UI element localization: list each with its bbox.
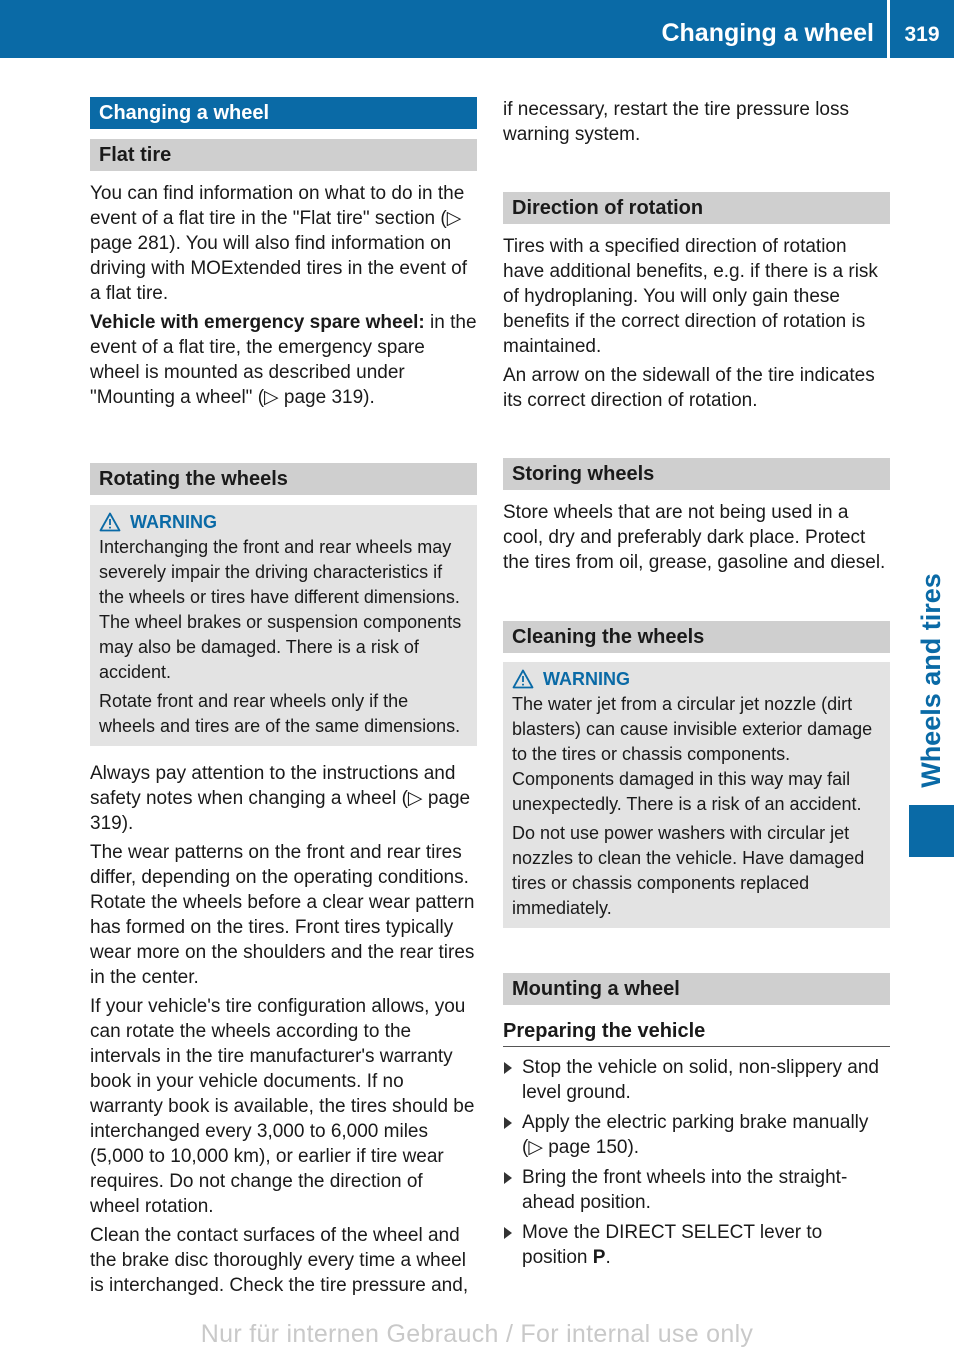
section-heading-mounting: Mounting a wheel [503, 973, 890, 1005]
warning-instruction: Do not use power washers with circular jet nozzles to clean the vehicle. Have damaged tires or chassis components replaced immediately. [512, 823, 865, 918]
step-arrow-icon [504, 1227, 512, 1239]
section-heading-flat-tire: Flat tire [90, 139, 477, 171]
chapter-side-tab-label: Wheels and tires [916, 572, 947, 788]
section-heading-storing: Storing wheels [503, 458, 890, 490]
step-text: Move the DIRECT SELECT lever to position [522, 1222, 823, 1268]
warning-text: The water jet from a circular jet nozzle (dirt blasters) can cause invisible exterior damage to the tires or chassis components. Components damaged in this way may fail unexpectedly. There is a risk of an accident. [512, 694, 873, 814]
step-text: Stop the vehicle on solid, non-slippery and level ground. [522, 1057, 880, 1103]
direction-paragraph-1: Tires with a specified direction of rotation have additional benefits, e.g. if there is a risk of hydroplaning. You will only gain these benefits if the correct direction of rotation is maintained. [503, 236, 878, 357]
flat-tire-paragraph: You can find information on what to do in the event of a flat tire in the "Flat tire" section (▷ page 281). You will also find information on driving with MOExtended tires in the event of a flat tire. [90, 183, 468, 304]
step-item [503, 1220, 890, 1270]
page-number: 319 [904, 23, 940, 46]
step-item [503, 1165, 890, 1215]
warning-triangle-icon [99, 512, 121, 532]
warning-box-rotating [90, 505, 477, 746]
subheading-preparing-vehicle: Preparing the vehicle [503, 1017, 890, 1047]
continued-paragraph: if necessary, restart the tire pressure loss warning system. [503, 99, 849, 145]
step-text: Bring the front wheels into the straight-ahead position. [522, 1167, 848, 1213]
step-arrow-icon [504, 1062, 512, 1074]
step-end: . [605, 1247, 611, 1268]
section-heading-direction: Direction of rotation [503, 192, 890, 224]
step-list [503, 1055, 890, 1270]
header-title: Changing a wheel [661, 19, 874, 47]
rotating-paragraph-2: The wear patterns on the front and rear tires differ, depending on the operating conditions. Rotate the wheels before a clear wear pattern has formed on the tires. Front tires typically wear more on the shoulders and the rear tires in the center. [90, 842, 475, 988]
section-heading-cleaning: Cleaning the wheels [503, 621, 890, 653]
spare-wheel-paragraph [90, 310, 477, 410]
internal-use-footer: Nur für internen Gebrauch / For internal use only [200, 1320, 754, 1348]
left-column [90, 97, 477, 1298]
page-header [0, 0, 954, 58]
warning-box-cleaning [503, 662, 890, 928]
step-item [503, 1110, 890, 1160]
warning-title [99, 509, 468, 535]
warning-instruction: Rotate front and rear wheels only if the wheels and tires are of the same dimensions. [99, 691, 461, 736]
warning-triangle-icon [512, 669, 534, 689]
spare-wheel-label: Vehicle with emergency spare wheel: [90, 312, 425, 333]
rotating-paragraph-3: If your vehicle's tire configuration allows, you can rotate the wheels according to the intervals in the tire manufacturer's warranty book in your vehicle documents. If no warranty book is available, the tires should be interchanged every 3,000 to 6,000 miles (5,000 to 10,000 km), or earlier if tire wear requires. Do not change the direction of wheel rotation. [90, 996, 475, 1217]
direction-paragraph-2: An arrow on the sidewall of the tire indicates its correct direction of rotation. [503, 365, 875, 411]
step-arrow-icon [504, 1172, 512, 1184]
step-position-value: P [592, 1247, 606, 1268]
chapter-marker-block [909, 805, 954, 857]
rotating-paragraph-4: Clean the contact surfaces of the wheel and the brake disc thoroughly every time a wheel is interchanged. Check the tire pressure and, [90, 1225, 469, 1296]
section-heading-rotating: Rotating the wheels [90, 463, 477, 495]
spare-wheel-text: in the event of a flat tire, the emergency spare wheel is mounted as described under "Mounting a wheel" (▷ page 319). [90, 312, 477, 408]
step-text: Apply the electric parking brake manually (▷ page 150). [522, 1112, 869, 1158]
warning-text: Interchanging the front and rear wheels may severely impair the driving characteristics if the wheels or tires have different dimensions. The wheel brakes or suspension components may also be damaged. There is a risk of accident. [99, 537, 462, 682]
storing-paragraph: Store wheels that are not being used in a cool, dry and preferably dark place. Protect the tires from oil, grease, gasoline and diesel. [503, 502, 886, 573]
warning-title [512, 666, 881, 692]
right-column [503, 97, 890, 1270]
main-heading: Changing a wheel [90, 97, 477, 129]
step-item [503, 1055, 890, 1105]
chapter-side-tab [909, 560, 954, 800]
warning-label: WARNING [130, 512, 217, 532]
warning-label: WARNING [543, 669, 630, 689]
rotating-paragraph-1: Always pay attention to the instructions and safety notes when changing a wheel (▷ page 319). [90, 763, 471, 834]
step-arrow-icon [504, 1117, 512, 1129]
